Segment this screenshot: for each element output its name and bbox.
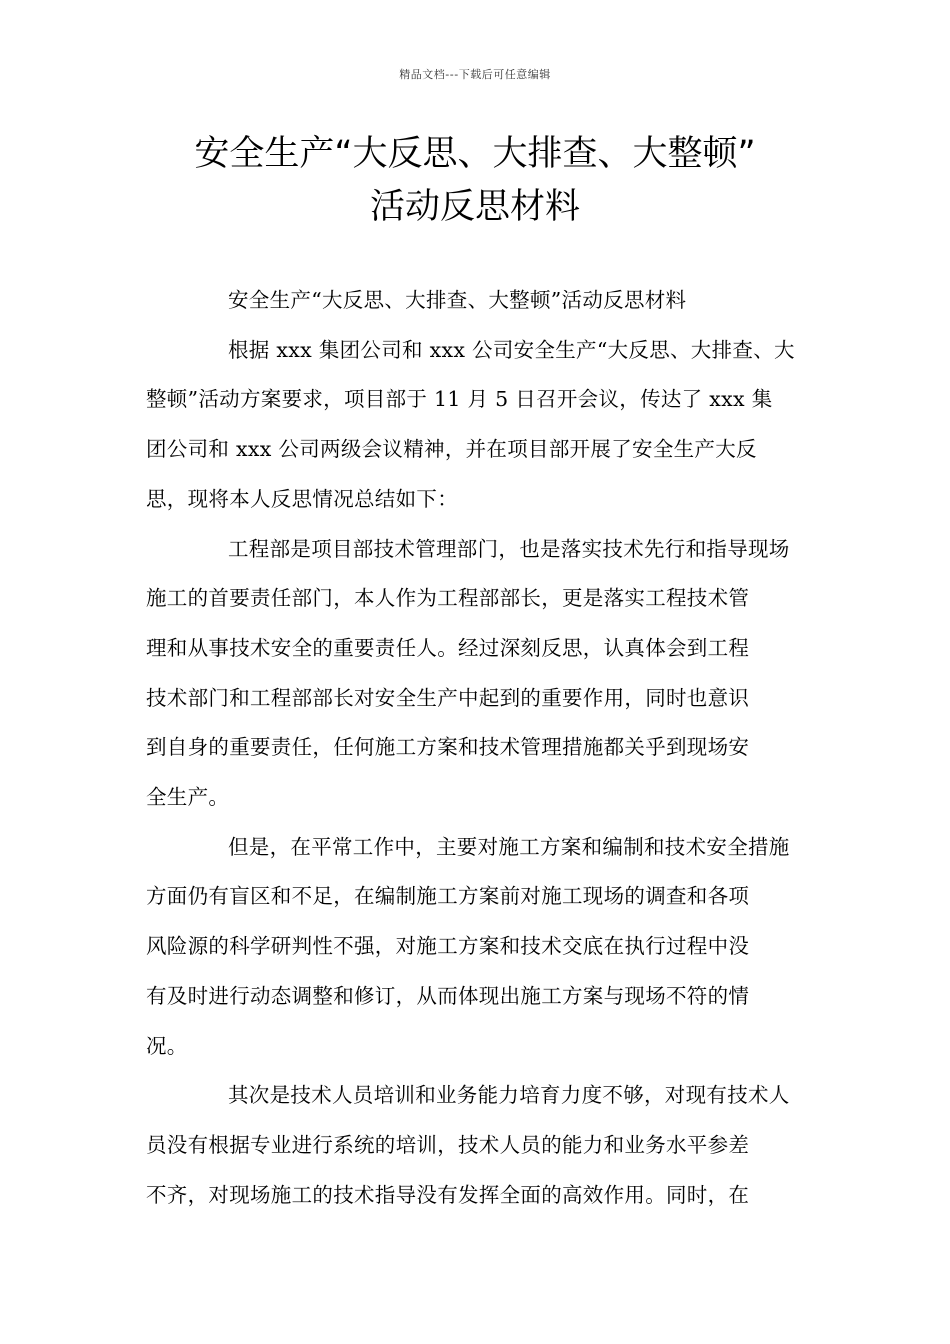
- paragraph-line: 技术部门和工程部部长对安全生产中起到的重要作用，同时也意识: [146, 685, 750, 710]
- paragraph-line: 不齐，对现场施工的技术指导没有发挥全面的高效作用。同时，在: [146, 1182, 750, 1207]
- document-body: [146, 276, 806, 1220]
- paragraph: [146, 326, 806, 525]
- title-line: 活动反思材料: [369, 187, 580, 227]
- paragraph-line: 风险源的科学研判性不强，对施工方案和技术交底在执行过程中没: [146, 934, 750, 959]
- paragraph-line: 思，现将本人反思情况总结如下：: [146, 486, 458, 511]
- paragraph-line: 况。: [146, 1033, 188, 1058]
- paragraph-line: 但是，在平常工作中，主要对施工方案和编制和技术安全措施: [228, 834, 790, 859]
- paragraph-line: 方面仍有盲区和不足，在编制施工方案前对施工现场的调查和各项: [146, 884, 750, 909]
- paragraph-line: 安全生产“大反思、大排查、大整顿”活动反思材料: [228, 288, 687, 312]
- paragraph-line: 其次是技术人员培训和业务能力培育力度不够，对现有技术人: [228, 1083, 790, 1108]
- paragraph-line: 根据 xxx 集团公司和 xxx 公司安全生产“大反思、大排查、大: [228, 337, 795, 362]
- document-title: [0, 128, 950, 234]
- paragraph-line: 施工的首要责任部门，本人作为工程部部长，更是落实工程技术管: [146, 586, 750, 611]
- paragraph-line: 有及时进行动态调整和修订，从而体现出施工方案与现场不符的情: [146, 983, 750, 1008]
- paragraph: [146, 823, 806, 1072]
- paragraph-line: 全生产。: [146, 785, 230, 810]
- paragraph: [146, 525, 806, 823]
- title-line: 安全生产“大反思、大排查、大整顿”: [194, 134, 756, 174]
- paragraph-line: 到自身的重要责任，任何施工方案和技术管理措施都关乎到现场安: [146, 735, 750, 760]
- paragraph-line: 团公司和 xxx 公司两级会议精神，并在项目部开展了安全生产大反: [146, 437, 757, 462]
- paragraph-line: 理和从事技术安全的重要责任人。经过深刻反思，认真体会到工程: [146, 635, 750, 660]
- paragraph-line: 员没有根据专业进行系统的培训，技术人员的能力和业务水平参差: [146, 1132, 750, 1157]
- paragraph-line: 整顿”活动方案要求，项目部于 11 月 5 日召开会议，传达了 xxx 集: [146, 387, 773, 412]
- paragraph: [146, 1071, 806, 1220]
- paragraph-subtitle: [146, 276, 806, 326]
- header-note: 精品文档---下载后可任意编辑: [399, 68, 551, 81]
- paragraph-line: 工程部是项目部技术管理部门，也是落实技术先行和指导现场: [228, 536, 790, 561]
